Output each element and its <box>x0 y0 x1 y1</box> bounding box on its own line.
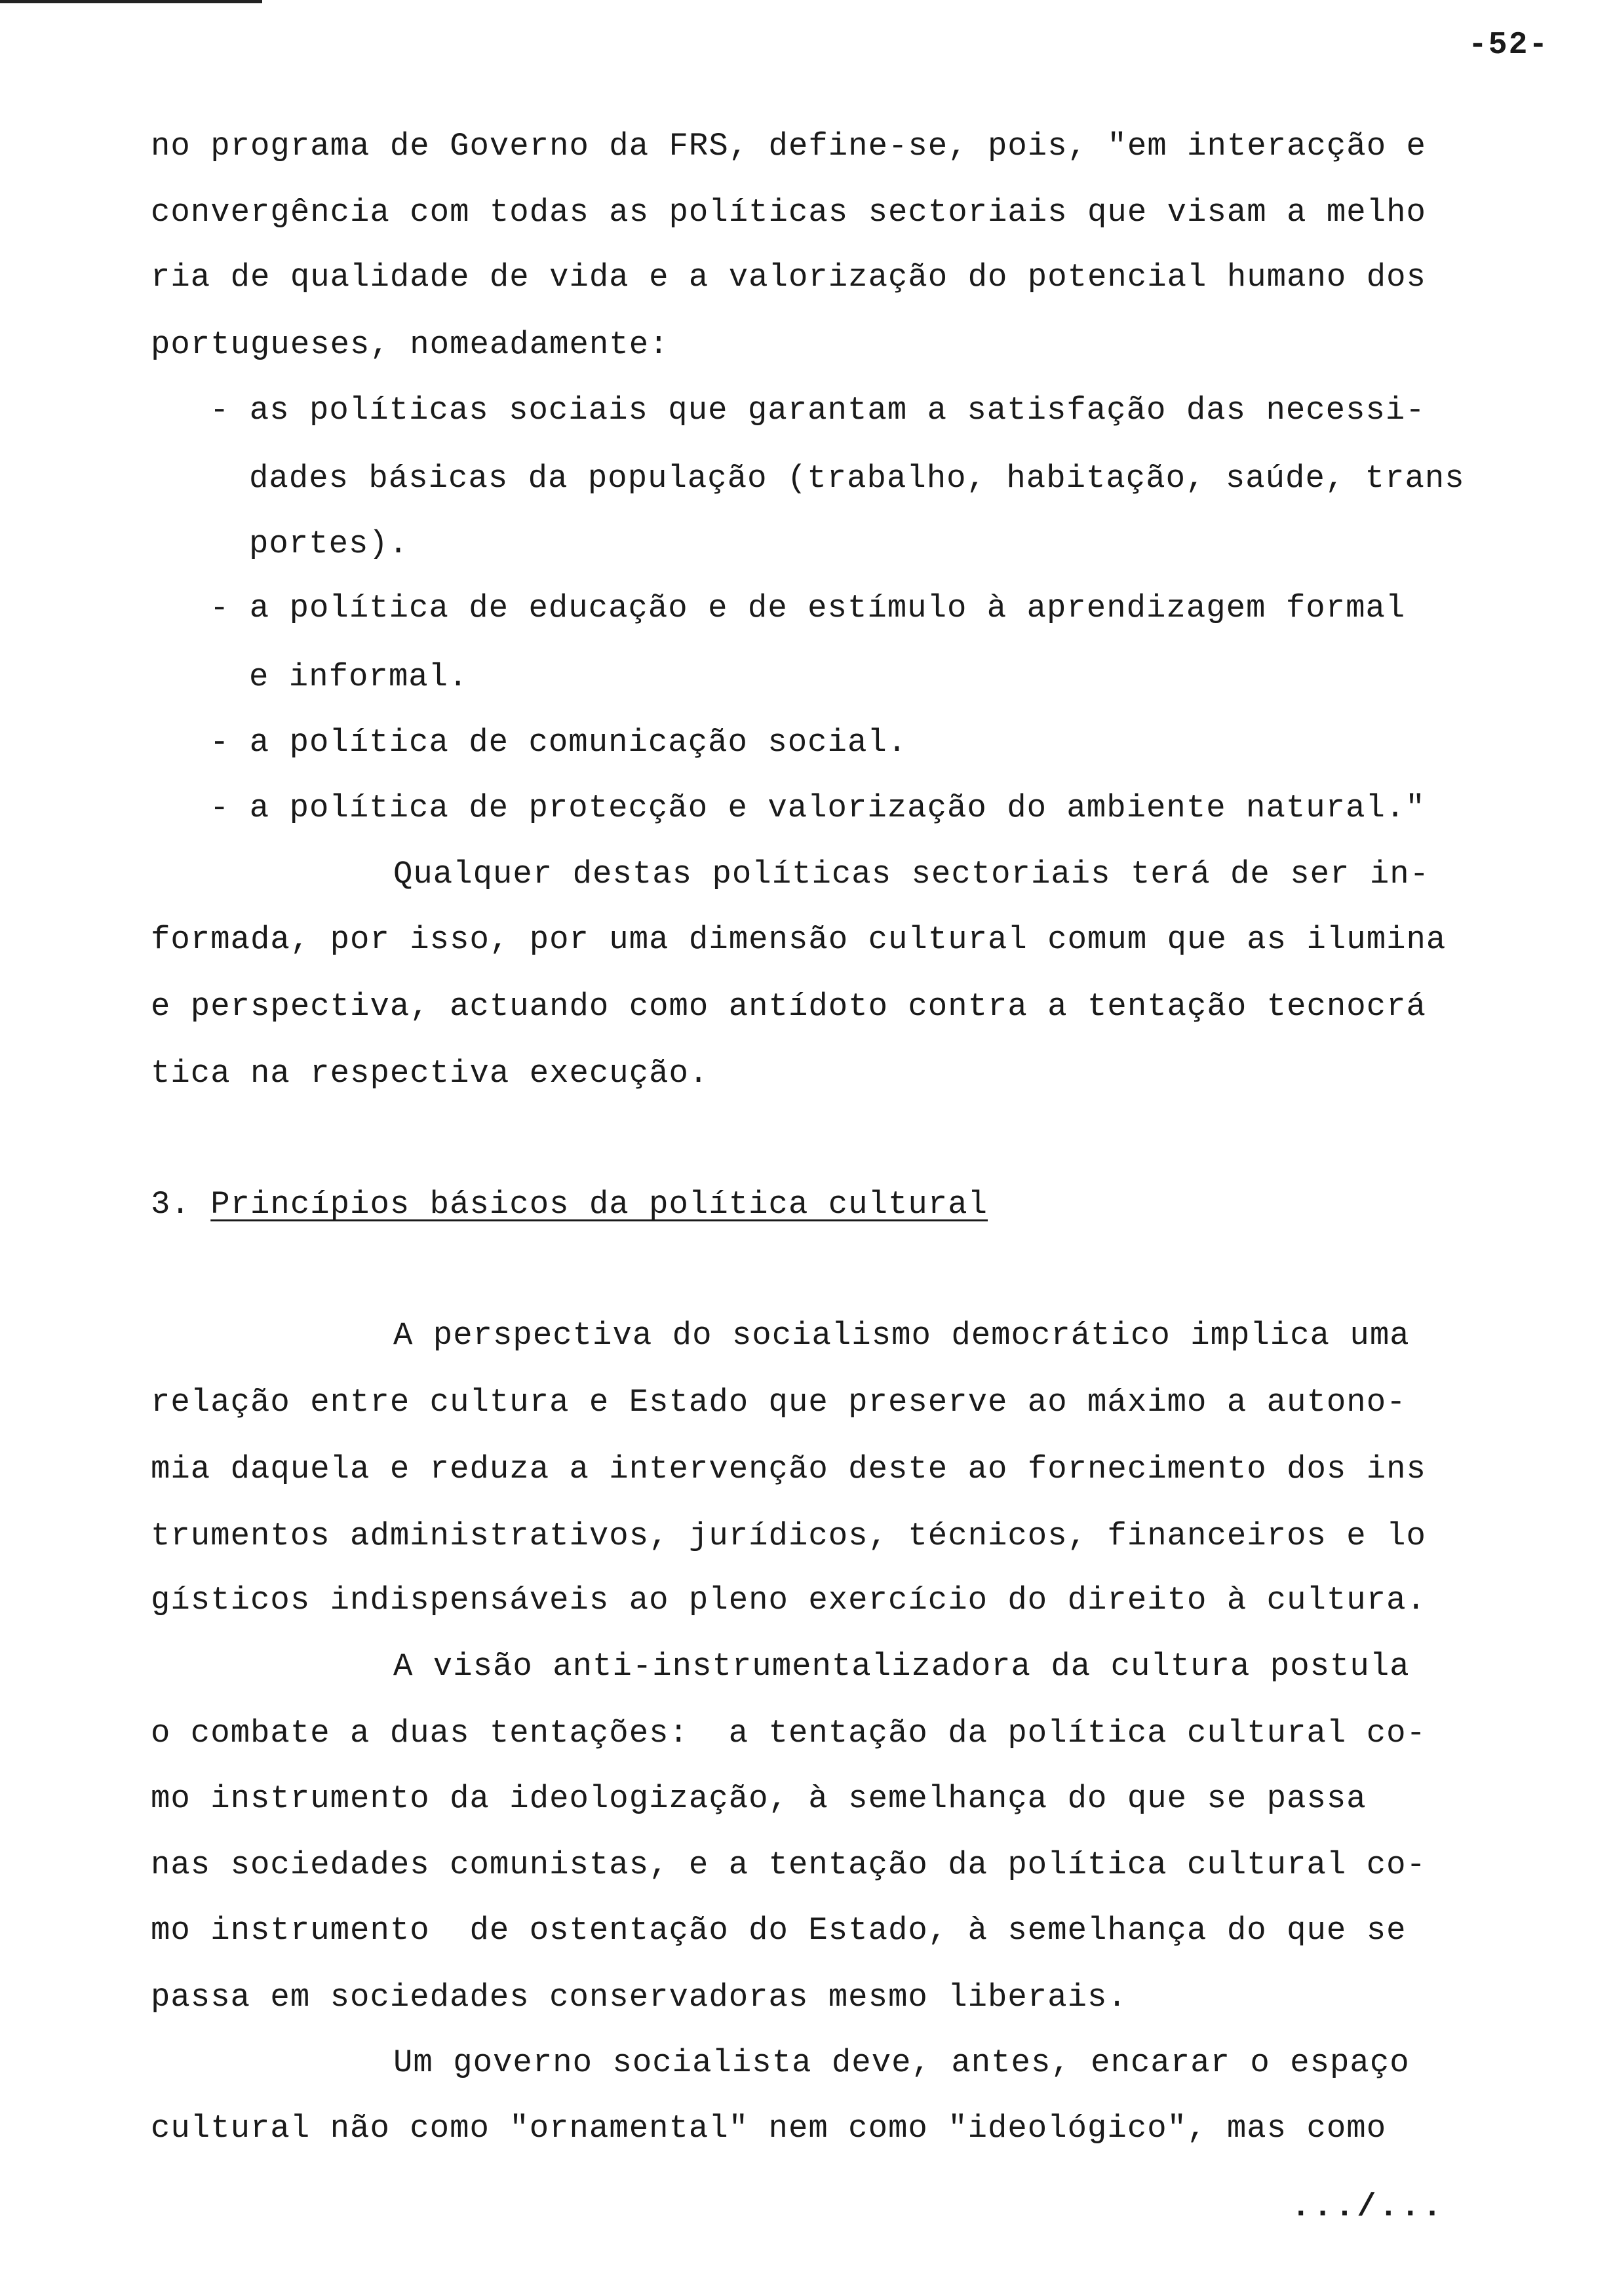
list-item-continuation: e informal. <box>249 659 469 695</box>
section-heading <box>151 1186 988 1223</box>
text-line: Um governo socialista deve, antes, encarar o espaço <box>393 2044 1410 2081</box>
text-line: portugueses, nomeadamente: <box>151 326 669 363</box>
text-line: no programa de Governo da FRS, define-se, pois, "em interacção e <box>151 128 1426 164</box>
text-line: gísticos indispensáveis ao pleno exercício do direito à cultura. <box>151 1582 1426 1618</box>
text-line: mo instrumento de ostentação do Estado, à semelhança do que se <box>151 1912 1407 1949</box>
continuation-marker: .../... <box>1291 2189 1445 2225</box>
text-line: cultural não como "ornamental" nem como "ideológico", mas como <box>151 2110 1387 2147</box>
text-line: passa em sociedades conservadoras mesmo liberais. <box>151 1979 1127 2016</box>
list-item: - a política de educação e de estímulo à aprendizagem formal <box>210 590 1406 626</box>
text-line: tica na respectiva execução. <box>151 1055 709 1092</box>
text-line: trumentos administrativos, jurídicos, técnicos, financeiros e lo <box>151 1518 1426 1554</box>
list-item: - a política de comunicação social. <box>210 724 908 761</box>
top-rule <box>0 0 262 3</box>
list-item: - a política de protecção e valorização do ambiente natural." <box>210 790 1426 826</box>
text-line: ria de qualidade de vida e a valorização do potencial humano dos <box>151 259 1426 296</box>
text-line: A visão anti-instrumentalizadora da cultura postula <box>393 1648 1410 1685</box>
page-number: -52- <box>1468 28 1549 63</box>
text-line: e perspectiva, actuando como antídoto contra a tentação tecnocrá <box>151 988 1426 1025</box>
list-item-continuation: dades básicas da população (trabalho, habitação, saúde, trans <box>249 460 1465 497</box>
text-line: nas sociedades comunistas, e a tentação da política cultural co- <box>151 1846 1426 1883</box>
text-line: o combate a duas tentações: a tentação da política cultural co- <box>151 1715 1426 1751</box>
text-line: formada, por isso, por uma dimensão cultural comum que as ilumina <box>151 921 1447 958</box>
text-line: A perspectiva do socialismo democrático implica uma <box>393 1317 1410 1354</box>
section-title: Princípios básicos da política cultural <box>210 1186 988 1223</box>
text-line: convergência com todas as políticas sectoriais que visam a melho <box>151 194 1426 231</box>
list-item-continuation: portes). <box>249 526 409 562</box>
text-line: relação entre cultura e Estado que preserve ao máximo a autono- <box>151 1384 1407 1421</box>
text-line: mo instrumento da ideologização, à semelhança do que se passa <box>151 1780 1367 1817</box>
list-item: - as políticas sociais que garantam a satisfação das necessi- <box>210 392 1426 429</box>
text-line: Qualquer destas políticas sectoriais terá de ser in- <box>393 856 1430 892</box>
section-number: 3. <box>151 1186 191 1223</box>
text-line: mia daquela e reduza a intervenção deste ao fornecimento dos ins <box>151 1451 1426 1487</box>
